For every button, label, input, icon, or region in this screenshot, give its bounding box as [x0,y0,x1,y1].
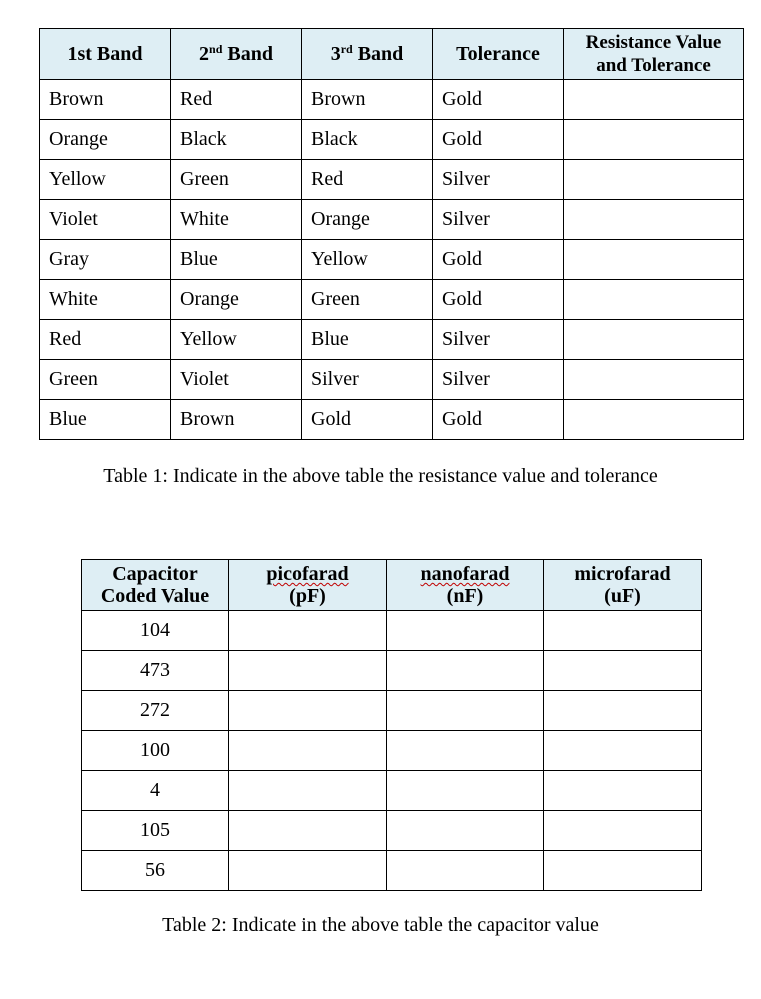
picofarad-answer-cell[interactable] [229,731,387,771]
resistance-answer-cell[interactable] [564,120,744,160]
table-row [40,80,744,120]
first-band-cell: Red [40,320,171,360]
third-band-cell: Blue [302,320,433,360]
third-band-cell: Silver [302,360,433,400]
resistance-answer-cell[interactable] [564,160,744,200]
table-row [82,611,702,651]
microfarad-answer-cell[interactable] [544,691,702,731]
first-band-cell: Green [40,360,171,400]
table-row [40,400,744,440]
table-row [40,280,744,320]
resistance-answer-cell[interactable] [564,360,744,400]
table2-caption: Table 2: Indicate in the above table the capacitor value [162,914,599,936]
microfarad-answer-cell[interactable] [544,851,702,891]
tolerance-cell: Gold [433,80,564,120]
resistance-answer-cell[interactable] [564,280,744,320]
table1-caption: Table 1: Indicate in the above table the resistance value and tolerance [103,465,658,487]
first-band-cell: Violet [40,200,171,240]
second-band-cell: Violet [171,360,302,400]
capacitor-code-table [81,559,702,891]
nanofarad-answer-cell[interactable] [387,611,544,651]
table-row [82,731,702,771]
coded-value-cell: 104 [82,611,229,651]
third-band-cell: Black [302,120,433,160]
nanofarad-answer-cell[interactable] [387,651,544,691]
header-nanofarad: nanofarad (nF) [387,560,544,611]
second-band-cell: Brown [171,400,302,440]
picofarad-answer-cell[interactable] [229,811,387,851]
nanofarad-answer-cell[interactable] [387,691,544,731]
third-band-cell: Brown [302,80,433,120]
second-band-cell: Green [171,160,302,200]
picofarad-answer-cell[interactable] [229,651,387,691]
tolerance-cell: Gold [433,280,564,320]
third-band-cell: Gold [302,400,433,440]
first-band-cell: Blue [40,400,171,440]
table-header-row [40,29,744,80]
table-row [40,160,744,200]
microfarad-answer-cell[interactable] [544,651,702,691]
second-band-cell: Blue [171,240,302,280]
table-row [82,811,702,851]
microfarad-answer-cell[interactable] [544,811,702,851]
coded-value-cell: 100 [82,731,229,771]
resistance-answer-cell[interactable] [564,80,744,120]
microfarad-answer-cell[interactable] [544,611,702,651]
nanofarad-answer-cell[interactable] [387,771,544,811]
microfarad-answer-cell[interactable] [544,771,702,811]
second-band-cell: Red [171,80,302,120]
coded-value-cell: 4 [82,771,229,811]
picofarad-answer-cell[interactable] [229,771,387,811]
microfarad-answer-cell[interactable] [544,731,702,771]
second-band-cell: Yellow [171,320,302,360]
first-band-cell: White [40,280,171,320]
table-header-row [82,560,702,611]
table-row [82,851,702,891]
table-row [82,651,702,691]
table-row [40,120,744,160]
header-microfarad: microfarad (uF) [544,560,702,611]
third-band-cell: Red [302,160,433,200]
third-band-cell: Orange [302,200,433,240]
third-band-cell: Green [302,280,433,320]
header-third-band: 3rd Band [302,29,433,80]
tolerance-cell: Silver [433,360,564,400]
nanofarad-answer-cell[interactable] [387,851,544,891]
second-band-cell: White [171,200,302,240]
coded-value-cell: 473 [82,651,229,691]
resistance-answer-cell[interactable] [564,200,744,240]
tolerance-cell: Gold [433,120,564,160]
table-row [40,360,744,400]
second-band-cell: Orange [171,280,302,320]
nanofarad-answer-cell[interactable] [387,731,544,771]
first-band-cell: Brown [40,80,171,120]
third-band-cell: Yellow [302,240,433,280]
header-resistance-value: Resistance Value and Tolerance [564,29,744,80]
header-picofarad: picofarad (pF) [229,560,387,611]
first-band-cell: Orange [40,120,171,160]
resistance-answer-cell[interactable] [564,320,744,360]
tolerance-cell: Gold [433,400,564,440]
header-first-band: 1st Band [40,29,171,80]
table-row [40,240,744,280]
coded-value-cell: 105 [82,811,229,851]
picofarad-answer-cell[interactable] [229,691,387,731]
second-band-cell: Black [171,120,302,160]
nanofarad-answer-cell[interactable] [387,811,544,851]
header-second-band: 2nd Band [171,29,302,80]
resistance-answer-cell[interactable] [564,400,744,440]
table-row [82,771,702,811]
tolerance-cell: Gold [433,240,564,280]
resistor-color-code-table [39,28,744,440]
table-row [40,320,744,360]
coded-value-cell: 272 [82,691,229,731]
coded-value-cell: 56 [82,851,229,891]
resistance-answer-cell[interactable] [564,240,744,280]
header-tolerance: Tolerance [433,29,564,80]
picofarad-answer-cell[interactable] [229,611,387,651]
table-row [82,691,702,731]
first-band-cell: Yellow [40,160,171,200]
tolerance-cell: Silver [433,200,564,240]
header-capacitor-coded-value: Capacitor Coded Value [82,560,229,611]
tolerance-cell: Silver [433,160,564,200]
picofarad-answer-cell[interactable] [229,851,387,891]
first-band-cell: Gray [40,240,171,280]
table-row [40,200,744,240]
tolerance-cell: Silver [433,320,564,360]
